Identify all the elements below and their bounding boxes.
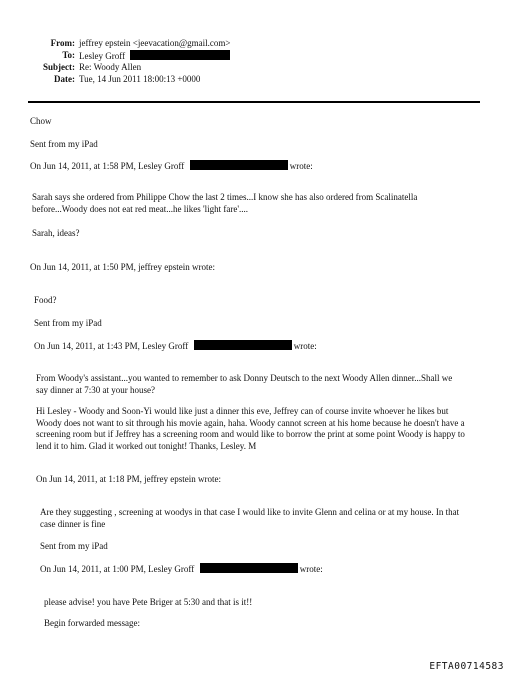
body-line: Chow <box>30 116 52 126</box>
date-value: Tue, 14 Jun 2011 18:00:13 +0000 <box>79 74 201 84</box>
body-line: Sent from my iPad <box>30 139 98 149</box>
body-line: Food? <box>34 295 57 305</box>
quote-intro: On Jun 14, 2011, at 1:58 PM, Lesley Groff <box>30 161 185 171</box>
body-paragraph: Sarah says she ordered from Philippe Chow the last 2 times...I know she has also ordered from Scalinatella before...Woody does not eat red meat...he likes 'light fare'.... <box>32 192 418 214</box>
from-label: From: <box>50 38 75 48</box>
quote-intro-suffix: wrote: <box>293 341 317 351</box>
body-line: Sent from my iPad <box>34 318 102 328</box>
redaction-box <box>194 340 292 350</box>
from-value: jeffrey epstein <jeevacation@gmail.com> <box>79 38 231 48</box>
quote-intro: On Jun 14, 2011, at 1:18 PM, jeffrey epstein wrote: <box>36 474 221 484</box>
redaction-box <box>130 50 230 60</box>
quote-intro-suffix: wrote: <box>289 161 313 171</box>
body-line: please advise! you have Pete Briger at 5:30 and that is it!! <box>44 597 253 607</box>
quote-intro-suffix: wrote: <box>299 564 323 574</box>
body-paragraph: Are they suggesting , screening at woodys in that case I would like to invite Glenn and celina or at my house. In that case dinner is fine <box>40 507 460 529</box>
quote-intro: On Jun 14, 2011, at 1:43 PM, Lesley Groff <box>34 341 189 351</box>
quote-intro: On Jun 14, 2011, at 1:50 PM, jeffrey epstein wrote: <box>30 262 215 272</box>
header-divider <box>28 101 480 103</box>
quote-intro: On Jun 14, 2011, at 1:00 PM, Lesley Groff <box>40 564 195 574</box>
redaction-box <box>200 563 298 573</box>
body-line: Sarah, ideas? <box>32 228 80 238</box>
date-label: Date: <box>54 74 75 84</box>
body-line: Begin forwarded message: <box>44 618 140 628</box>
body-line: Sent from my iPad <box>40 541 108 551</box>
document-id: EFTA00714583 <box>429 661 504 672</box>
redaction-box <box>190 160 288 170</box>
body-paragraph: Hi Lesley - Woody and Soon-Yi would like just a dinner this eve, Jeffrey can of course invite whoever he likes but Woody does not want to sit through his movie again, haha. Woody cannot screen at his home because he doesn't have a screening room but if Jeffrey has a screening room and would like to borrow the print at some point Woody is happy to lend it to him. Glad it worked out tonight! Thanks, Lesley. M <box>36 406 465 451</box>
subject-label: Subject: <box>43 62 75 72</box>
subject-value: Re: Woody Allen <box>79 62 142 72</box>
to-value: Lesley Groff <box>79 51 126 61</box>
body-paragraph: From Woody's assistant...you wanted to remember to ask Donny Deutsch to the next Woody Allen dinner...Shall we say dinner at 7:30 at your house? <box>36 373 453 395</box>
to-label: To: <box>62 50 75 60</box>
